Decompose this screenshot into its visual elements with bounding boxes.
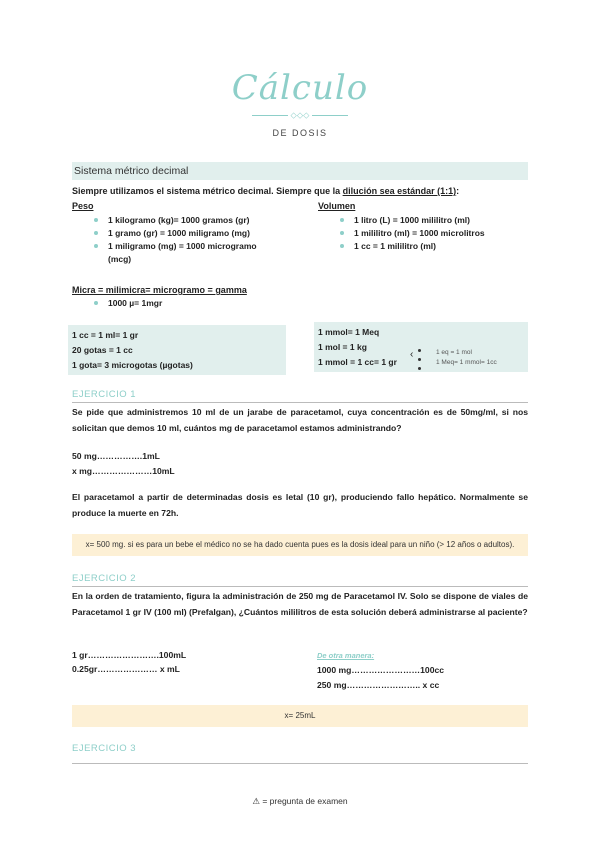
exercise-2-calc-2: 0.25gr………………… x mL: [72, 664, 180, 674]
section-heading: Sistema métrico decimal: [72, 162, 528, 180]
exercise-2-calc-1: 1 gr…………………….100mL: [72, 650, 187, 660]
divider: [72, 586, 528, 587]
list-item: 1 miligramo (mg) = 1000 microgramo (mcg): [72, 240, 268, 266]
footer-note: ⚠ = pregunta de examen: [252, 796, 348, 806]
volumen-block: [318, 200, 538, 253]
equivalences-box-left: [68, 325, 286, 375]
exercise-2-alt-2: 250 mg…………………….. x cc: [317, 680, 440, 690]
peso-block: [72, 200, 312, 266]
equivalence-line: 20 gotas = 1 cc: [72, 345, 133, 355]
list-item: 1 mililitro (ml) = 1000 microlitros: [318, 227, 538, 240]
section-intro: Siempre utilizamos el sistema métrico decimal. Siempre que la dilución sea estándar (1:1):: [72, 186, 460, 196]
equivalences-box-right: [314, 322, 528, 372]
list-item: 1000 µ= 1mgr: [72, 297, 372, 310]
micra-title: Micra = milimicra= microgramo = gamma: [72, 285, 247, 295]
list-item: 1 kilogramo (kg)= 1000 gramos (gr): [72, 214, 312, 227]
divider: [72, 763, 528, 764]
peso-title: Peso: [72, 201, 94, 211]
micra-block: [72, 284, 372, 310]
exercise-2-answer: x= 25mL: [72, 705, 528, 727]
exercise-3-title: EJERCICIO 3: [72, 743, 137, 754]
volumen-title: Volumen: [318, 201, 356, 211]
brace-icon: ‹: [410, 349, 414, 360]
box-note: 1 Meq= 1 mmol= 1cc: [436, 359, 497, 366]
exercise-2-title: EJERCICIO 2: [72, 573, 137, 584]
page-title: Cálculo: [231, 68, 369, 108]
exercise-1-question: Se pide que administremos 10 ml de un jarabe de paracetamol, cuya concentración es de 50mg/ml, si nos solicitan que demos 10 ml, cuántos mg de paracetamol estamos administrando?: [72, 407, 528, 433]
exercise-2-question: En la orden de tratamiento, figura la administración de 250 mg de Paracetamol IV. Solo se dispone de viales de Paracetamol 1 gr IV (100 ml) (Prefalgan), ¿Cuántos mililitros de esta solución deberá administrarse al paciente?: [72, 591, 528, 617]
exercise-1-title: EJERCICIO 1: [72, 389, 137, 400]
page-subtitle: DE DOSIS: [272, 128, 328, 138]
divider: [72, 402, 528, 403]
exercise-1-calc-1: 50 mg…………….1mL: [72, 451, 160, 461]
box-note: 1 eq = 1 mol: [436, 349, 472, 356]
list-item: 1 gramo (gr) = 1000 miligramo (mg): [72, 227, 312, 240]
equivalence-line: 1 mmol = 1 cc= 1 gr: [318, 357, 397, 367]
exercise-1-text: El paracetamol a partir de determinadas dosis es letal (10 gr), produciendo fallo hepático. Normalmente se produce la muerte en 72h.: [72, 492, 528, 518]
equivalence-line: 1 gota= 3 microgotas (µgotas): [72, 360, 193, 370]
equivalence-line: 1 mmol= 1 Meq: [318, 327, 380, 337]
equivalence-line: 1 mol = 1 kg: [318, 342, 367, 352]
alt-method-title: De otra manera:: [317, 651, 375, 660]
list-item: 1 litro (L) = 1000 mililitro (ml): [318, 214, 538, 227]
exercise-1-answer: x= 500 mg. si es para un bebe el médico no se ha dado cuenta pues es la dosis ideal para un niño (> 12 años o adultos).: [72, 534, 528, 556]
exercise-1-calc-2: x mg…………………10mL: [72, 466, 175, 476]
list-item: 1 cc = 1 mililitro (ml): [318, 240, 538, 253]
equivalence-line: 1 cc = 1 ml= 1 gr: [72, 330, 139, 340]
title-ornament: ⬦⬦⬦: [0, 110, 600, 121]
exercise-2-alt-1: 1000 mg……………………100cc: [317, 665, 445, 675]
